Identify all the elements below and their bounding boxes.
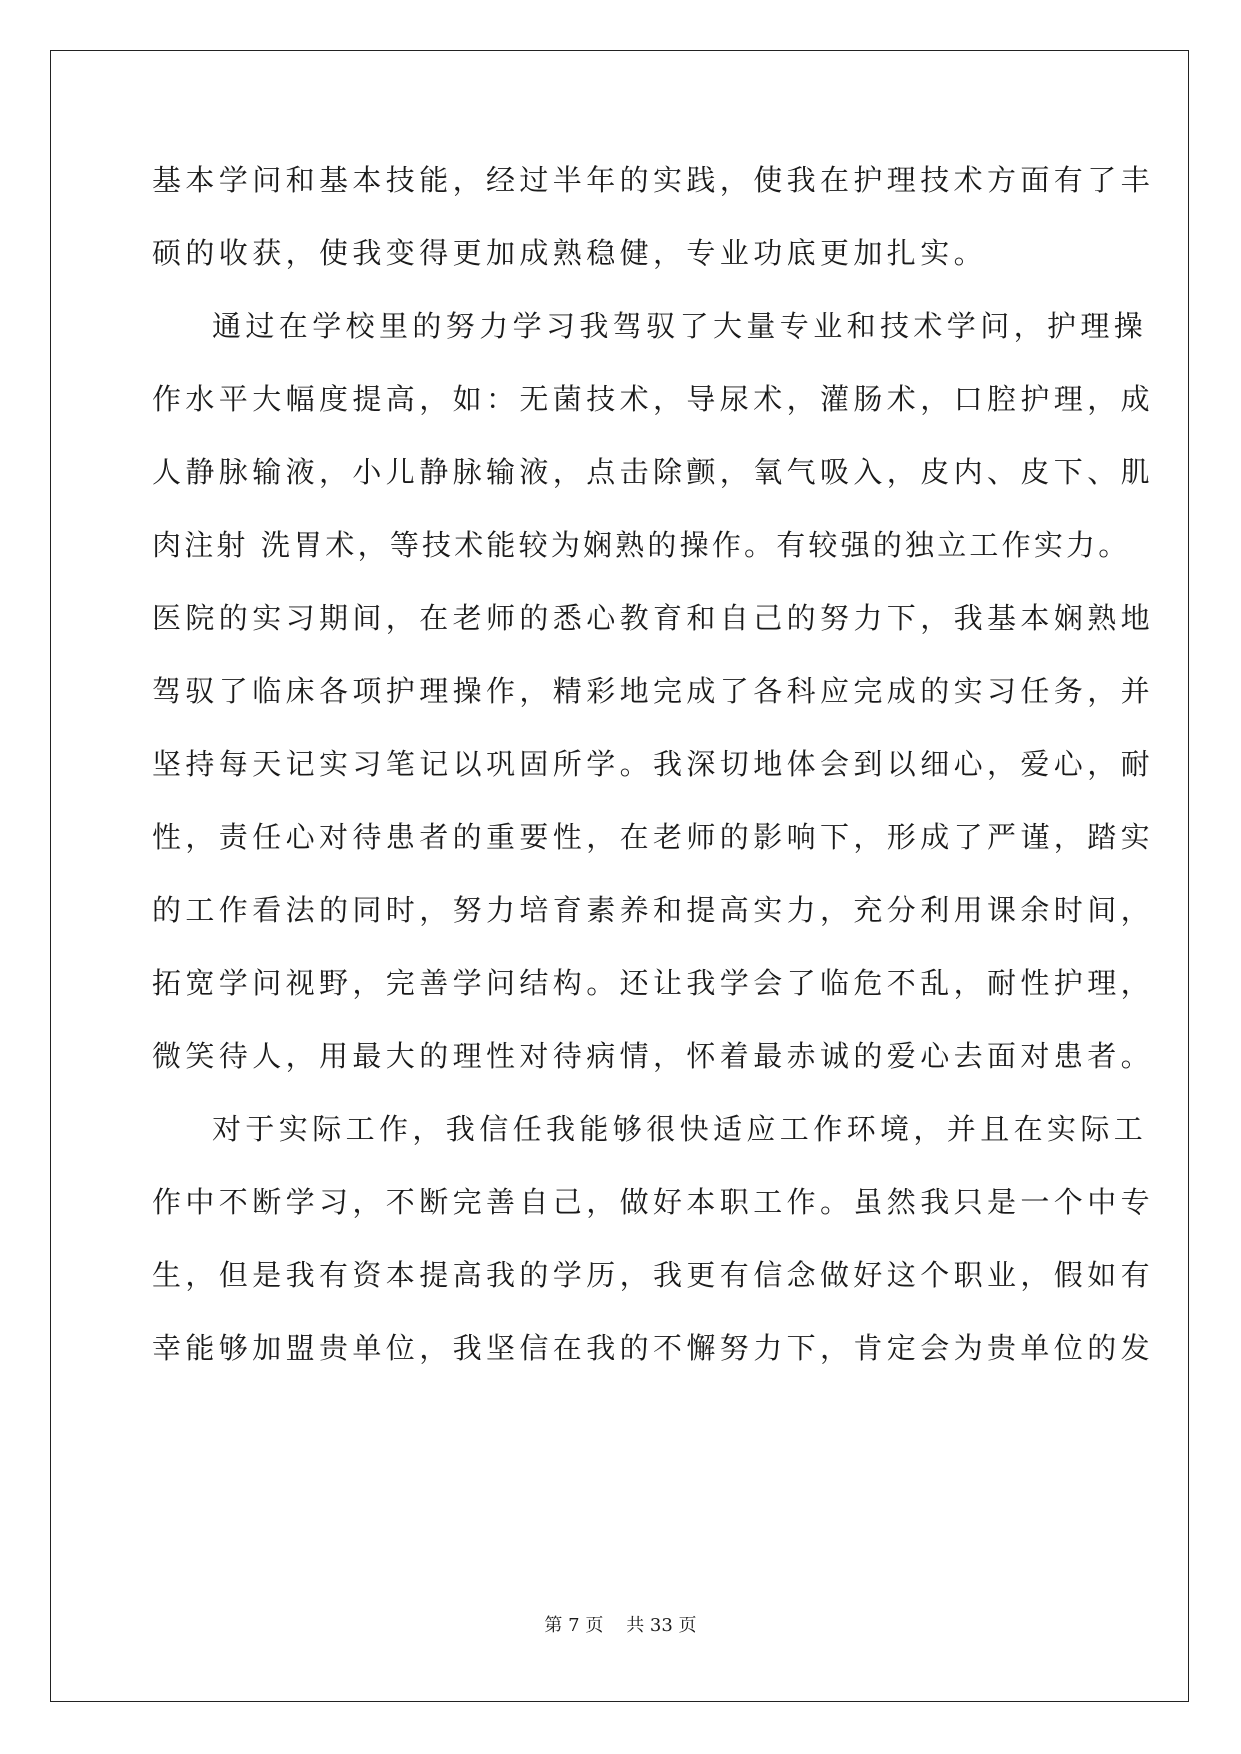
text-line: 基本学问和基本技能，经过半年的实践，使我在护理技术方面有了丰 (152, 163, 1155, 197)
text-line: 微笑待人，用最大的理性对待病情，怀着最赤诚的爱心去面对患者。 (152, 1039, 1155, 1073)
text-line: 硕的收获，使我变得更加成熟稳健，专业功底更加扎实。 (152, 236, 988, 270)
paragraph-start-line: 对于实际工作，我信任我能够很快适应工作环境，并且在实际工 (212, 1112, 1148, 1146)
text-line: 作水平大幅度提高，如：无菌技术，导尿术，灌肠术，口腔护理，成 (152, 382, 1155, 416)
page-border (50, 50, 1189, 1702)
text-line: 坚持每天记实习笔记以巩固所学。我深切地体会到以细心，爱心，耐 (152, 747, 1155, 781)
text-line: 性，责任心对待患者的重要性，在老师的影响下，形成了严谨，踏实 (152, 820, 1155, 854)
text-line: 肉注射 洗胃术，等技术能较为娴熟的操作。有较强的独立工作实力。 (152, 528, 1131, 562)
page-footer (0, 1614, 1241, 1638)
text-line: 驾驭了临床各项护理操作，精彩地完成了各科应完成的实习任务，并 (152, 674, 1155, 708)
text-line: 作中不断学习，不断完善自己，做好本职工作。虽然我只是一个中专 (152, 1185, 1155, 1219)
text-line: 医院的实习期间，在老师的悉心教育和自己的努力下，我基本娴熟地 (152, 601, 1155, 635)
text-line: 拓宽学问视野，完善学问结构。还让我学会了临危不乱，耐性护理， (152, 966, 1155, 1000)
text-line: 幸能够加盟贵单位，我坚信在我的不懈努力下，肯定会为贵单位的发 (152, 1331, 1155, 1365)
text-line: 的工作看法的同时，努力培育素养和提高实力，充分利用课余时间， (152, 893, 1155, 927)
paragraph-start-line: 通过在学校里的努力学习我驾驭了大量专业和技术学问，护理操 (212, 309, 1148, 343)
text-line: 人静脉输液，小儿静脉输液，点击除颤，氧气吸入，皮内、皮下、肌 (152, 455, 1155, 489)
page-number: 第 7 页 共 33 页 (544, 1615, 697, 1636)
text-line: 生，但是我有资本提高我的学历，我更有信念做好这个职业，假如有 (152, 1258, 1155, 1292)
